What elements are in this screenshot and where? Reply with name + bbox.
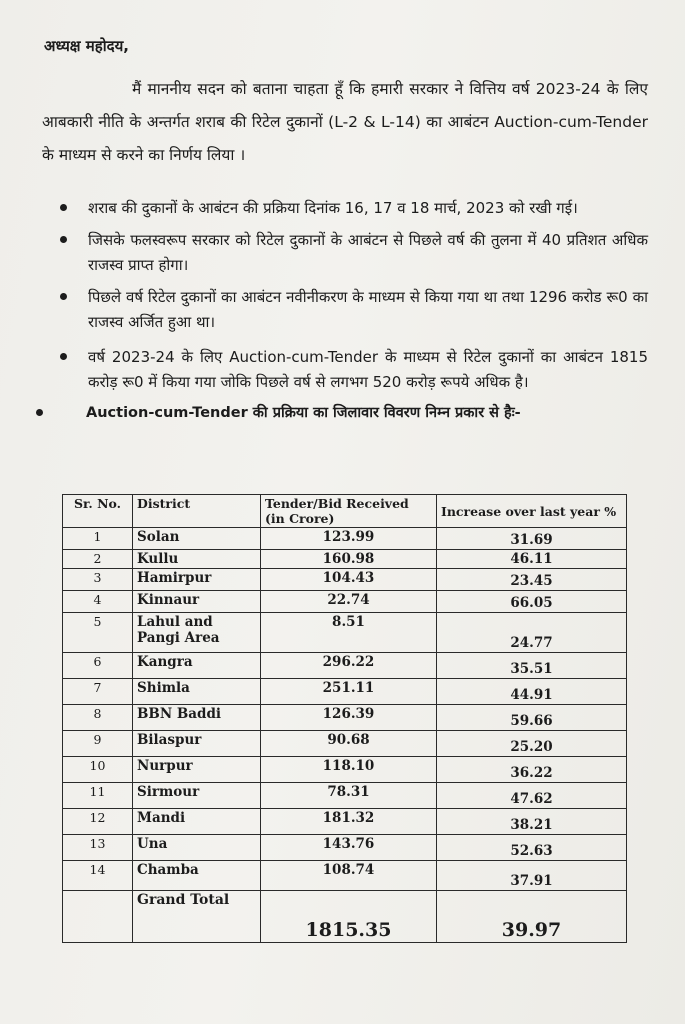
cell-tender: 78.31 bbox=[261, 783, 437, 809]
table-row bbox=[63, 653, 627, 679]
grand-total-increase: 39.97 bbox=[437, 891, 627, 943]
table-row bbox=[63, 757, 627, 783]
grand-total-label: Grand Total bbox=[133, 891, 261, 943]
cell-tender: 181.32 bbox=[261, 809, 437, 835]
cell-increase: 52.63 bbox=[437, 835, 627, 861]
cell-tender: 143.76 bbox=[261, 835, 437, 861]
cell-tender: 251.11 bbox=[261, 679, 437, 705]
cell-district: Kullu bbox=[133, 550, 261, 569]
cell-tender: 104.43 bbox=[261, 569, 437, 591]
table-row bbox=[63, 861, 627, 891]
bullet-text: जिसके फलस्वरूप सरकार को रिटेल दुकानों के आबंटन से पिछले वर्ष की तुलना में 40 प्रतिशत अधिक राजस्व प्राप्त होगा। bbox=[88, 231, 648, 274]
table-row bbox=[63, 550, 627, 569]
cell-district: Kangra bbox=[133, 653, 261, 679]
cell-tender: 126.39 bbox=[261, 705, 437, 731]
table-body bbox=[63, 528, 627, 943]
cell-district: Mandi bbox=[133, 809, 261, 835]
bullet-list bbox=[56, 196, 648, 426]
cell-sr-no: 9 bbox=[63, 731, 133, 757]
cell-increase: 47.62 bbox=[437, 783, 627, 809]
cell-increase: 35.51 bbox=[437, 653, 627, 679]
cell-district: Sirmour bbox=[133, 783, 261, 809]
grand-total-tender: 1815.35 bbox=[261, 891, 437, 943]
cell-increase: 46.11 bbox=[437, 550, 627, 569]
cell-increase: 25.20 bbox=[437, 731, 627, 757]
header-district: District bbox=[133, 495, 261, 528]
cell-increase: 24.77 bbox=[437, 613, 627, 653]
bullet-item bbox=[56, 285, 648, 335]
cell-increase: 38.21 bbox=[437, 809, 627, 835]
bullet-item bbox=[56, 228, 648, 278]
cell-sr-no: 6 bbox=[63, 653, 133, 679]
bullet-dot-icon bbox=[60, 353, 67, 360]
table-row bbox=[63, 705, 627, 731]
cell-tender: 296.22 bbox=[261, 653, 437, 679]
cell-district: BBN Baddi bbox=[133, 705, 261, 731]
cell-sr-no: 1 bbox=[63, 528, 133, 550]
cell-tender: 108.74 bbox=[261, 861, 437, 891]
cell-district: Kinnaur bbox=[133, 591, 261, 613]
table-header-row bbox=[63, 495, 627, 528]
bullet-dot-icon bbox=[60, 236, 67, 243]
cell-district: Nurpur bbox=[133, 757, 261, 783]
header-sr-no: Sr. No. bbox=[63, 495, 133, 528]
cell-increase: 66.05 bbox=[437, 591, 627, 613]
cell-tender: 160.98 bbox=[261, 550, 437, 569]
cell-sr-no: 2 bbox=[63, 550, 133, 569]
bullet-text: Auction-cum-Tender की प्रक्रिया का जिलावार विवरण निम्न प्रकार से हैः- bbox=[86, 405, 521, 421]
cell-sr-no: 3 bbox=[63, 569, 133, 591]
cell-district: Lahul and Pangi Area bbox=[133, 613, 261, 653]
cell-tender: 8.51 bbox=[261, 613, 437, 653]
cell-sr-no: 7 bbox=[63, 679, 133, 705]
intro-paragraph: मैं माननीय सदन को बताना चाहता हूँ कि हमारी सरकार ने वित्तिय वर्ष 2023-24 के लिए आबकारी नीति के अन्तर्गत शराब की रिटेल दुकानों (L-2 & L-14) का आबंटन Auction-cum-Tender के माध्यम से करने का निर्णय लिया । bbox=[42, 80, 648, 164]
cell-district: Solan bbox=[133, 528, 261, 550]
table-row bbox=[63, 528, 627, 550]
district-table bbox=[62, 494, 627, 943]
bullet-text: शराब की दुकानों के आबंटन की प्रक्रिया दिनांक 16, 17 व 18 मार्च, 2023 को रखी गई। bbox=[88, 199, 578, 217]
table-row bbox=[63, 809, 627, 835]
cell-sr-no: 14 bbox=[63, 861, 133, 891]
table-row bbox=[63, 679, 627, 705]
cell-increase: 44.91 bbox=[437, 679, 627, 705]
cell-sr-no: 8 bbox=[63, 705, 133, 731]
cell-sr-no: 12 bbox=[63, 809, 133, 835]
bullet-dot-icon bbox=[36, 409, 43, 416]
grand-total-row bbox=[63, 891, 627, 943]
table-row bbox=[63, 613, 627, 653]
cell-sr-no: 10 bbox=[63, 757, 133, 783]
bullet-item bbox=[56, 401, 648, 426]
table-row bbox=[63, 731, 627, 757]
cell-district: Chamba bbox=[133, 861, 261, 891]
bullet-dot-icon bbox=[60, 293, 67, 300]
salutation: अध्यक्ष महोदय, bbox=[44, 37, 129, 55]
cell-sr-no: 11 bbox=[63, 783, 133, 809]
bullet-text: पिछले वर्ष रिटेल दुकानों का आबंटन नवीनीकरण के माध्यम से किया गया था तथा 1296 करोड रू0 का राजस्व अर्जित हुआ था। bbox=[88, 288, 648, 331]
header-increase: Increase over last year % bbox=[437, 495, 627, 528]
cell-sr-no-empty bbox=[63, 891, 133, 943]
cell-tender: 118.10 bbox=[261, 757, 437, 783]
cell-increase: 36.22 bbox=[437, 757, 627, 783]
bullet-text: वर्ष 2023-24 के लिए Auction-cum-Tender के माध्यम से रिटेल दुकानों का आबंटन 1815 करोड़ रू0 में किया गया जोकि पिछले वर्ष से लगभग 520 करोड़ रूपये अधिक है। bbox=[88, 348, 648, 391]
cell-sr-no: 4 bbox=[63, 591, 133, 613]
cell-district: Bilaspur bbox=[133, 731, 261, 757]
header-tender: Tender/Bid Received (in Crore) bbox=[261, 495, 437, 528]
cell-sr-no: 13 bbox=[63, 835, 133, 861]
bullet-item bbox=[56, 345, 648, 395]
bullet-dot-icon bbox=[60, 204, 67, 211]
table-row bbox=[63, 591, 627, 613]
cell-district: Hamirpur bbox=[133, 569, 261, 591]
cell-tender: 123.99 bbox=[261, 528, 437, 550]
table-row bbox=[63, 569, 627, 591]
cell-increase: 31.69 bbox=[437, 528, 627, 550]
cell-increase: 59.66 bbox=[437, 705, 627, 731]
table-row bbox=[63, 783, 627, 809]
cell-district: Una bbox=[133, 835, 261, 861]
cell-increase: 23.45 bbox=[437, 569, 627, 591]
cell-tender: 22.74 bbox=[261, 591, 437, 613]
cell-tender: 90.68 bbox=[261, 731, 437, 757]
cell-increase: 37.91 bbox=[437, 861, 627, 891]
cell-district: Shimla bbox=[133, 679, 261, 705]
bullet-item bbox=[56, 196, 648, 221]
cell-sr-no: 5 bbox=[63, 613, 133, 653]
table-row bbox=[63, 835, 627, 861]
